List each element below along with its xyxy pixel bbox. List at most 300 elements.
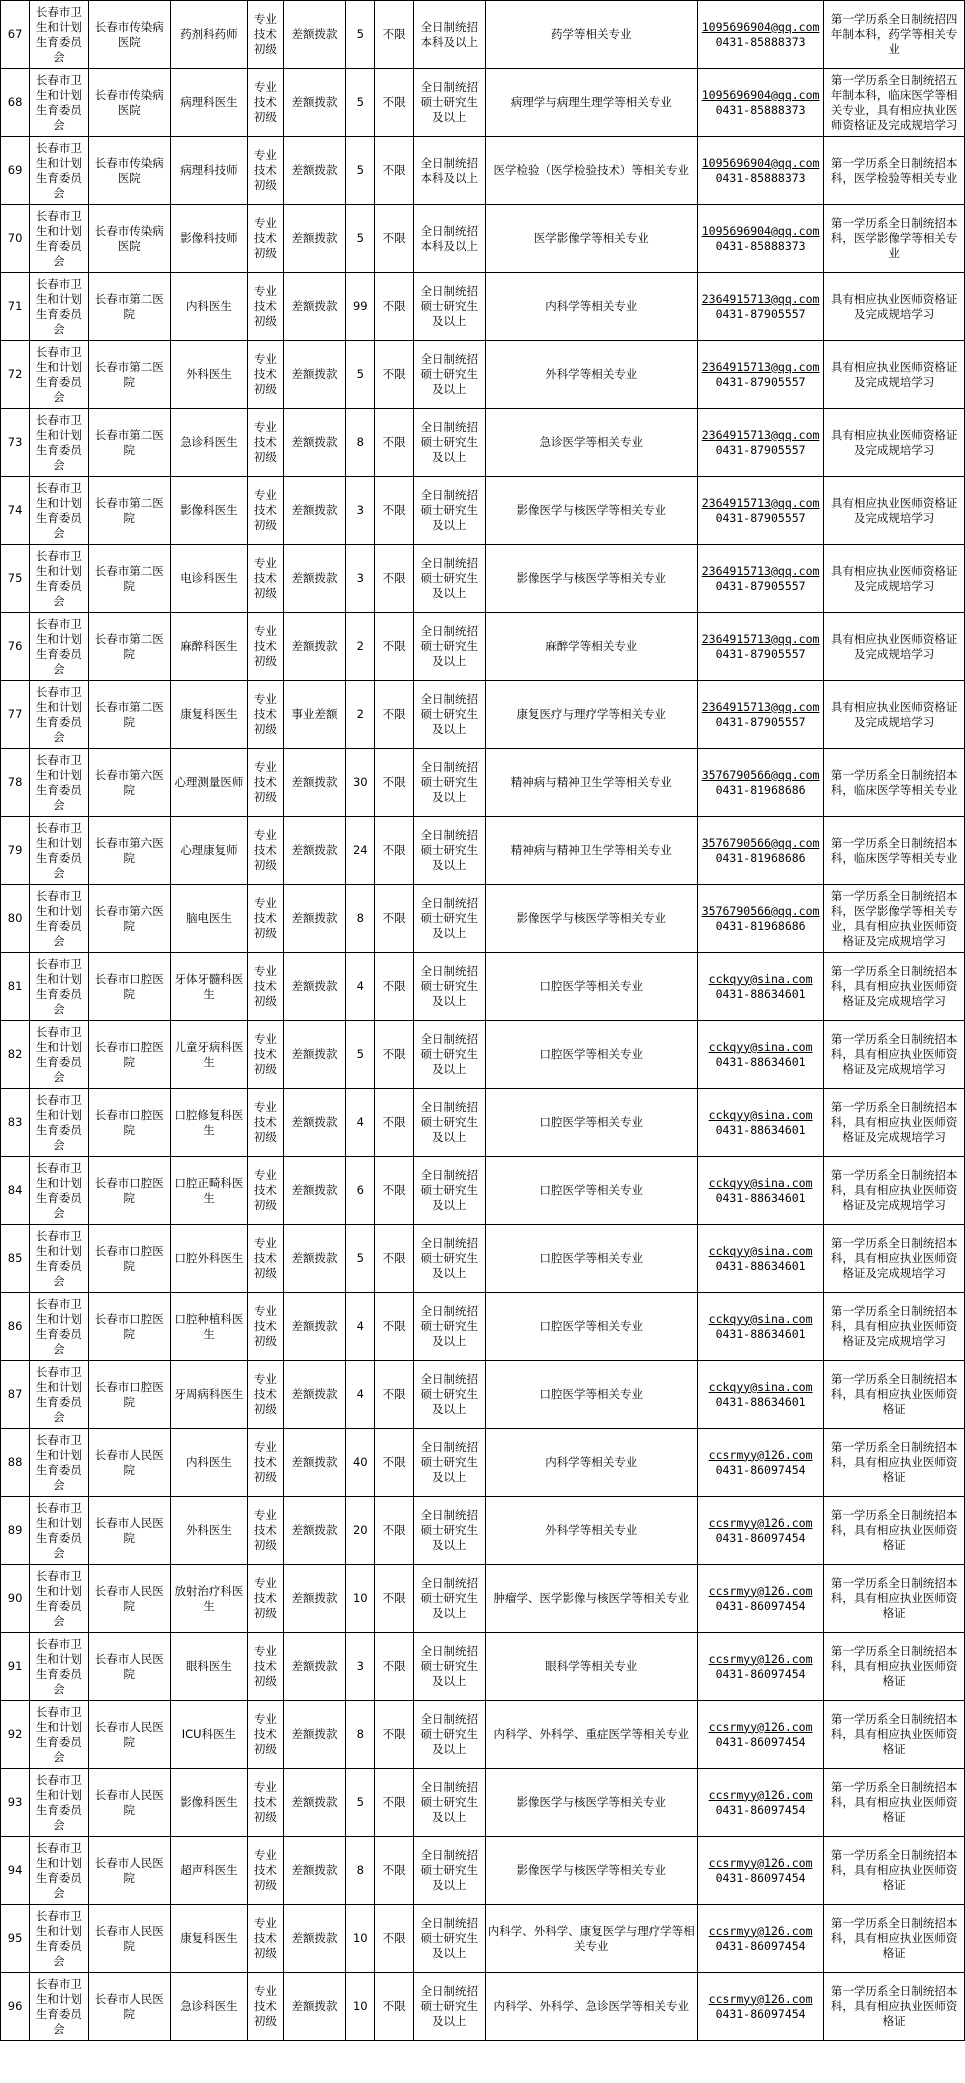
contact-phone: 0431-86097454 xyxy=(715,1462,806,1477)
contact-email-link[interactable]: ccsrmyy@126.com xyxy=(708,1923,813,1938)
department-cell: 长春市卫生和计划生育委员会 xyxy=(30,1837,88,1905)
row-number: 68 xyxy=(1,69,30,137)
hiring-unit-cell: 长春市人民医院 xyxy=(88,1565,170,1633)
funding-type-cell: 差额拨款 xyxy=(283,69,345,137)
position-name-cell: 急诊科医生 xyxy=(170,1973,247,2041)
position-category-cell: 专业技术初级 xyxy=(247,273,283,341)
other-requirements-cell: 具有相应执业医师资格证及完成规培学习 xyxy=(824,341,965,409)
contact-email-link[interactable]: ccsrmyy@126.com xyxy=(708,1991,813,2006)
department-cell: 长春市卫生和计划生育委员会 xyxy=(30,409,88,477)
headcount-cell: 30 xyxy=(346,749,375,817)
education-requirement-cell: 全日制统招硕士研究生及以上 xyxy=(413,1837,485,1905)
table-row xyxy=(1,613,965,681)
department-cell: 长春市卫生和计划生育委员会 xyxy=(30,1973,88,2041)
position-name-cell: 脑电医生 xyxy=(170,885,247,953)
other-requirements-cell: 第一学历系全日制统招本科，具有相应执业医师资格证及完成规培学习 xyxy=(824,1225,965,1293)
position-category-cell: 专业技术初级 xyxy=(247,1497,283,1565)
hiring-unit-cell: 长春市第二医院 xyxy=(88,273,170,341)
contact-phone: 0431-86097454 xyxy=(715,1938,806,1953)
funding-type-cell: 差额拨款 xyxy=(283,409,345,477)
funding-type-cell: 差额拨款 xyxy=(283,1021,345,1089)
row-number: 86 xyxy=(1,1293,30,1361)
education-requirement-cell: 全日制统招硕士研究生及以上 xyxy=(413,1429,485,1497)
contact-email-link[interactable]: 2364915713@qq.com xyxy=(701,359,820,374)
hiring-unit-cell: 长春市第二医院 xyxy=(88,341,170,409)
other-requirements-cell: 第一学历系全日制统招本科，具有相应执业医师资格证 xyxy=(824,1429,965,1497)
position-name-cell: 口腔种植科医生 xyxy=(170,1293,247,1361)
row-number: 83 xyxy=(1,1089,30,1157)
hiring-unit-cell: 长春市口腔医院 xyxy=(88,1157,170,1225)
funding-type-cell: 差额拨款 xyxy=(283,1769,345,1837)
hiring-unit-cell: 长春市人民医院 xyxy=(88,1497,170,1565)
department-cell: 长春市卫生和计划生育委员会 xyxy=(30,273,88,341)
funding-type-cell: 差额拨款 xyxy=(283,1565,345,1633)
other-requirements-cell: 第一学历系全日制统招本科，具有相应执业医师资格证 xyxy=(824,1565,965,1633)
contact-email-link[interactable]: 2364915713@qq.com xyxy=(701,291,820,306)
position-category-cell: 专业技术初级 xyxy=(247,1361,283,1429)
contact-email-link[interactable]: ccsrmyy@126.com xyxy=(708,1515,813,1530)
row-number: 71 xyxy=(1,273,30,341)
contact-cell xyxy=(698,409,824,477)
table-row xyxy=(1,885,965,953)
position-name-cell: 放射治疗科医生 xyxy=(170,1565,247,1633)
headcount-cell: 24 xyxy=(346,817,375,885)
contact-cell xyxy=(698,1293,824,1361)
headcount-cell: 10 xyxy=(346,1905,375,1973)
major-requirement-cell: 眼科学等相关专业 xyxy=(485,1633,697,1701)
contact-email-link[interactable]: 1095696904@qq.com xyxy=(701,223,820,238)
funding-type-cell: 差额拨款 xyxy=(283,137,345,205)
other-requirements-cell: 具有相应执业医师资格证及完成规培学习 xyxy=(824,545,965,613)
contact-phone: 0431-85888373 xyxy=(715,238,806,253)
position-name-cell: 影像科医生 xyxy=(170,1769,247,1837)
table-row xyxy=(1,1,965,69)
position-name-cell: 药剂科药师 xyxy=(170,1,247,69)
contact-phone: 0431-85888373 xyxy=(715,34,806,49)
department-cell: 长春市卫生和计划生育委员会 xyxy=(30,1769,88,1837)
age-requirement-cell: 不限 xyxy=(375,273,414,341)
hiring-unit-cell: 长春市人民医院 xyxy=(88,1769,170,1837)
major-requirement-cell: 精神病与精神卫生学等相关专业 xyxy=(485,817,697,885)
headcount-cell: 5 xyxy=(346,341,375,409)
hiring-unit-cell: 长春市第六医院 xyxy=(88,817,170,885)
position-category-cell: 专业技术初级 xyxy=(247,1429,283,1497)
major-requirement-cell: 口腔医学等相关专业 xyxy=(485,953,697,1021)
hiring-unit-cell: 长春市传染病医院 xyxy=(88,69,170,137)
contact-cell xyxy=(698,545,824,613)
contact-cell xyxy=(698,885,824,953)
row-number: 77 xyxy=(1,681,30,749)
major-requirement-cell: 影像医学与核医学等相关专业 xyxy=(485,545,697,613)
other-requirements-cell: 第一学历系全日制统招本科，具有相应执业医师资格证及完成规培学习 xyxy=(824,1021,965,1089)
contact-cell xyxy=(698,137,824,205)
contact-phone: 0431-88634601 xyxy=(715,1326,806,1341)
contact-email-link[interactable]: 1095696904@qq.com xyxy=(701,155,820,170)
headcount-cell: 4 xyxy=(346,1089,375,1157)
age-requirement-cell: 不限 xyxy=(375,137,414,205)
education-requirement-cell: 全日制统招硕士研究生及以上 xyxy=(413,1633,485,1701)
headcount-cell: 5 xyxy=(346,1225,375,1293)
position-category-cell: 专业技术初级 xyxy=(247,1225,283,1293)
funding-type-cell: 差额拨款 xyxy=(283,205,345,273)
position-name-cell: 急诊科医生 xyxy=(170,409,247,477)
contact-cell xyxy=(698,1429,824,1497)
headcount-cell: 8 xyxy=(346,1701,375,1769)
contact-email-link[interactable]: 2364915713@qq.com xyxy=(701,699,820,714)
headcount-cell: 10 xyxy=(346,1565,375,1633)
table-row xyxy=(1,1837,965,1905)
hiring-unit-cell: 长春市第二医院 xyxy=(88,477,170,545)
funding-type-cell: 差额拨款 xyxy=(283,749,345,817)
table-body xyxy=(1,1,965,2041)
headcount-cell: 3 xyxy=(346,1633,375,1701)
position-name-cell: 牙周病科医生 xyxy=(170,1361,247,1429)
contact-email-link[interactable]: cckqyy@sina.com xyxy=(708,1107,813,1122)
row-number: 69 xyxy=(1,137,30,205)
age-requirement-cell: 不限 xyxy=(375,205,414,273)
contact-email-link[interactable]: cckqyy@sina.com xyxy=(708,1311,813,1326)
contact-cell xyxy=(698,1361,824,1429)
position-category-cell: 专业技术初级 xyxy=(247,1293,283,1361)
education-requirement-cell: 全日制统招硕士研究生及以上 xyxy=(413,409,485,477)
position-name-cell: 口腔外科医生 xyxy=(170,1225,247,1293)
table-row xyxy=(1,137,965,205)
funding-type-cell: 差额拨款 xyxy=(283,273,345,341)
education-requirement-cell: 全日制统招硕士研究生及以上 xyxy=(413,1565,485,1633)
education-requirement-cell: 全日制统招硕士研究生及以上 xyxy=(413,1497,485,1565)
table-row xyxy=(1,681,965,749)
contact-cell xyxy=(698,1905,824,1973)
headcount-cell: 5 xyxy=(346,205,375,273)
major-requirement-cell: 口腔医学等相关专业 xyxy=(485,1225,697,1293)
major-requirement-cell: 口腔医学等相关专业 xyxy=(485,1089,697,1157)
row-number: 91 xyxy=(1,1633,30,1701)
department-cell: 长春市卫生和计划生育委员会 xyxy=(30,953,88,1021)
department-cell: 长春市卫生和计划生育委员会 xyxy=(30,477,88,545)
age-requirement-cell: 不限 xyxy=(375,1,414,69)
contact-email-link[interactable]: 2364915713@qq.com xyxy=(701,563,820,578)
position-name-cell: 牙体牙髓科医生 xyxy=(170,953,247,1021)
major-requirement-cell: 急诊医学等相关专业 xyxy=(485,409,697,477)
department-cell: 长春市卫生和计划生育委员会 xyxy=(30,1225,88,1293)
position-category-cell: 专业技术初级 xyxy=(247,409,283,477)
hiring-unit-cell: 长春市人民医院 xyxy=(88,1973,170,2041)
position-category-cell: 专业技术初级 xyxy=(247,1701,283,1769)
contact-cell xyxy=(698,1497,824,1565)
hiring-unit-cell: 长春市第二医院 xyxy=(88,409,170,477)
table-row xyxy=(1,477,965,545)
contact-cell xyxy=(698,477,824,545)
education-requirement-cell: 全日制统招本科及以上 xyxy=(413,205,485,273)
contact-email-link[interactable]: 1095696904@qq.com xyxy=(701,87,820,102)
funding-type-cell: 差额拨款 xyxy=(283,1429,345,1497)
position-name-cell: 康复科医生 xyxy=(170,681,247,749)
hiring-unit-cell: 长春市第二医院 xyxy=(88,545,170,613)
funding-type-cell: 差额拨款 xyxy=(283,545,345,613)
headcount-cell: 40 xyxy=(346,1429,375,1497)
major-requirement-cell: 药学等相关专业 xyxy=(485,1,697,69)
position-category-cell: 专业技术初级 xyxy=(247,817,283,885)
position-name-cell: 口腔正畸科医生 xyxy=(170,1157,247,1225)
hiring-unit-cell: 长春市口腔医院 xyxy=(88,953,170,1021)
major-requirement-cell: 外科学等相关专业 xyxy=(485,1497,697,1565)
contact-phone: 0431-87905557 xyxy=(715,578,806,593)
other-requirements-cell: 第一学历系全日制统招本科，具有相应执业医师资格证 xyxy=(824,1633,965,1701)
department-cell: 长春市卫生和计划生育委员会 xyxy=(30,613,88,681)
position-category-cell: 专业技术初级 xyxy=(247,613,283,681)
contact-cell xyxy=(698,1565,824,1633)
position-category-cell: 专业技术初级 xyxy=(247,1089,283,1157)
funding-type-cell: 差额拨款 xyxy=(283,477,345,545)
contact-email-link[interactable]: 2364915713@qq.com xyxy=(701,631,820,646)
table-row xyxy=(1,1769,965,1837)
position-name-cell: 眼科医生 xyxy=(170,1633,247,1701)
contact-phone: 0431-86097454 xyxy=(715,1802,806,1817)
table-row xyxy=(1,1633,965,1701)
education-requirement-cell: 全日制统招硕士研究生及以上 xyxy=(413,885,485,953)
department-cell: 长春市卫生和计划生育委员会 xyxy=(30,1021,88,1089)
contact-email-link[interactable]: ccsrmyy@126.com xyxy=(708,1447,813,1462)
headcount-cell: 3 xyxy=(346,477,375,545)
headcount-cell: 8 xyxy=(346,1837,375,1905)
major-requirement-cell: 口腔医学等相关专业 xyxy=(485,1021,697,1089)
major-requirement-cell: 影像医学与核医学等相关专业 xyxy=(485,1837,697,1905)
row-number: 79 xyxy=(1,817,30,885)
headcount-cell: 5 xyxy=(346,137,375,205)
age-requirement-cell: 不限 xyxy=(375,1021,414,1089)
contact-email-link[interactable]: 3576790566@qq.com xyxy=(701,767,820,782)
contact-email-link[interactable]: cckqyy@sina.com xyxy=(708,1039,813,1054)
age-requirement-cell: 不限 xyxy=(375,953,414,1021)
other-requirements-cell: 第一学历系全日制统招本科，临床医学等相关专业 xyxy=(824,749,965,817)
headcount-cell: 5 xyxy=(346,69,375,137)
position-category-cell: 专业技术初级 xyxy=(247,681,283,749)
table-row xyxy=(1,1565,965,1633)
row-number: 72 xyxy=(1,341,30,409)
position-name-cell: 影像科医生 xyxy=(170,477,247,545)
contact-email-link[interactable]: ccsrmyy@126.com xyxy=(708,1719,813,1734)
major-requirement-cell: 病理学与病理生理学等相关专业 xyxy=(485,69,697,137)
hiring-unit-cell: 长春市口腔医院 xyxy=(88,1293,170,1361)
contact-phone: 0431-87905557 xyxy=(715,442,806,457)
other-requirements-cell: 具有相应执业医师资格证及完成规培学习 xyxy=(824,613,965,681)
other-requirements-cell: 第一学历系全日制统招本科，具有相应执业医师资格证及完成规培学习 xyxy=(824,1293,965,1361)
department-cell: 长春市卫生和计划生育委员会 xyxy=(30,1633,88,1701)
funding-type-cell: 差额拨款 xyxy=(283,817,345,885)
age-requirement-cell: 不限 xyxy=(375,545,414,613)
contact-email-link[interactable]: ccsrmyy@126.com xyxy=(708,1855,813,1870)
position-category-cell: 专业技术初级 xyxy=(247,1905,283,1973)
funding-type-cell: 差额拨款 xyxy=(283,885,345,953)
contact-email-link[interactable]: cckqyy@sina.com xyxy=(708,1243,813,1258)
position-name-cell: 病理科技师 xyxy=(170,137,247,205)
contact-cell xyxy=(698,1021,824,1089)
headcount-cell: 8 xyxy=(346,885,375,953)
contact-cell xyxy=(698,1701,824,1769)
row-number: 74 xyxy=(1,477,30,545)
contact-email-link[interactable]: 3576790566@qq.com xyxy=(701,903,820,918)
contact-email-link[interactable]: 1095696904@qq.com xyxy=(701,19,820,34)
position-name-cell: 口腔修复科医生 xyxy=(170,1089,247,1157)
contact-cell xyxy=(698,1973,824,2041)
department-cell: 长春市卫生和计划生育委员会 xyxy=(30,681,88,749)
contact-email-link[interactable]: ccsrmyy@126.com xyxy=(708,1651,813,1666)
contact-cell xyxy=(698,681,824,749)
headcount-cell: 5 xyxy=(346,1021,375,1089)
position-name-cell: 外科医生 xyxy=(170,1497,247,1565)
contact-email-link[interactable]: 3576790566@qq.com xyxy=(701,835,820,850)
department-cell: 长春市卫生和计划生育委员会 xyxy=(30,885,88,953)
hiring-unit-cell: 长春市口腔医院 xyxy=(88,1021,170,1089)
department-cell: 长春市卫生和计划生育委员会 xyxy=(30,1089,88,1157)
position-name-cell: 内科医生 xyxy=(170,1429,247,1497)
contact-email-link[interactable]: cckqyy@sina.com xyxy=(708,971,813,986)
age-requirement-cell: 不限 xyxy=(375,749,414,817)
education-requirement-cell: 全日制统招硕士研究生及以上 xyxy=(413,477,485,545)
headcount-cell: 6 xyxy=(346,1157,375,1225)
position-name-cell: 电诊科医生 xyxy=(170,545,247,613)
department-cell: 长春市卫生和计划生育委员会 xyxy=(30,817,88,885)
headcount-cell: 2 xyxy=(346,613,375,681)
position-name-cell: 病理科医生 xyxy=(170,69,247,137)
education-requirement-cell: 全日制统招硕士研究生及以上 xyxy=(413,69,485,137)
contact-cell xyxy=(698,205,824,273)
headcount-cell: 4 xyxy=(346,953,375,1021)
table-row xyxy=(1,953,965,1021)
headcount-cell: 99 xyxy=(346,273,375,341)
contact-email-link[interactable]: cckqyy@sina.com xyxy=(708,1379,813,1394)
contact-email-link[interactable]: 2364915713@qq.com xyxy=(701,427,820,442)
position-category-cell: 专业技术初级 xyxy=(247,1157,283,1225)
contact-phone: 0431-88634601 xyxy=(715,986,806,1001)
position-name-cell: 心理康复师 xyxy=(170,817,247,885)
headcount-cell: 5 xyxy=(346,1769,375,1837)
contact-phone: 0431-87905557 xyxy=(715,714,806,729)
major-requirement-cell: 麻醉学等相关专业 xyxy=(485,613,697,681)
funding-type-cell: 差额拨款 xyxy=(283,1293,345,1361)
hiring-unit-cell: 长春市人民医院 xyxy=(88,1429,170,1497)
other-requirements-cell: 第一学历系全日制统招本科，具有相应执业医师资格证 xyxy=(824,1497,965,1565)
position-name-cell: 影像科技师 xyxy=(170,205,247,273)
age-requirement-cell: 不限 xyxy=(375,1429,414,1497)
other-requirements-cell: 第一学历系全日制统招本科，具有相应执业医师资格证及完成规培学习 xyxy=(824,1157,965,1225)
age-requirement-cell: 不限 xyxy=(375,1633,414,1701)
funding-type-cell: 差额拨款 xyxy=(283,1,345,69)
other-requirements-cell: 第一学历系全日制统招本科，具有相应执业医师资格证 xyxy=(824,1361,965,1429)
contact-phone: 0431-86097454 xyxy=(715,2006,806,2021)
major-requirement-cell: 内科学、外科学、康复医学与理疗学等相关专业 xyxy=(485,1905,697,1973)
contact-cell xyxy=(698,613,824,681)
table-row xyxy=(1,1701,965,1769)
major-requirement-cell: 肿瘤学、医学影像与核医学等相关专业 xyxy=(485,1565,697,1633)
position-name-cell: 康复科医生 xyxy=(170,1905,247,1973)
row-number: 70 xyxy=(1,205,30,273)
hiring-unit-cell: 长春市第二医院 xyxy=(88,613,170,681)
department-cell: 长春市卫生和计划生育委员会 xyxy=(30,1701,88,1769)
position-name-cell: 超声科医生 xyxy=(170,1837,247,1905)
age-requirement-cell: 不限 xyxy=(375,1565,414,1633)
row-number: 87 xyxy=(1,1361,30,1429)
hiring-unit-cell: 长春市第二医院 xyxy=(88,681,170,749)
major-requirement-cell: 内科学等相关专业 xyxy=(485,1429,697,1497)
row-number: 81 xyxy=(1,953,30,1021)
contact-phone: 0431-86097454 xyxy=(715,1598,806,1613)
contact-cell xyxy=(698,817,824,885)
table-row xyxy=(1,817,965,885)
department-cell: 长春市卫生和计划生育委员会 xyxy=(30,1497,88,1565)
contact-cell xyxy=(698,1837,824,1905)
funding-type-cell: 差额拨款 xyxy=(283,1225,345,1293)
row-number: 96 xyxy=(1,1973,30,2041)
education-requirement-cell: 全日制统招硕士研究生及以上 xyxy=(413,1361,485,1429)
contact-cell xyxy=(698,749,824,817)
hiring-unit-cell: 长春市传染病医院 xyxy=(88,205,170,273)
hiring-unit-cell: 长春市传染病医院 xyxy=(88,1,170,69)
major-requirement-cell: 外科学等相关专业 xyxy=(485,341,697,409)
major-requirement-cell: 影像医学与核医学等相关专业 xyxy=(485,1769,697,1837)
table-row xyxy=(1,1497,965,1565)
major-requirement-cell: 影像医学与核医学等相关专业 xyxy=(485,477,697,545)
education-requirement-cell: 全日制统招硕士研究生及以上 xyxy=(413,1021,485,1089)
row-number: 90 xyxy=(1,1565,30,1633)
position-name-cell: 内科医生 xyxy=(170,273,247,341)
major-requirement-cell: 医学影像学等相关专业 xyxy=(485,205,697,273)
table-row xyxy=(1,341,965,409)
contact-cell xyxy=(698,1225,824,1293)
contact-email-link[interactable]: 2364915713@qq.com xyxy=(701,495,820,510)
department-cell: 长春市卫生和计划生育委员会 xyxy=(30,69,88,137)
contact-phone: 0431-81968686 xyxy=(715,782,806,797)
department-cell: 长春市卫生和计划生育委员会 xyxy=(30,137,88,205)
education-requirement-cell: 全日制统招本科及以上 xyxy=(413,137,485,205)
education-requirement-cell: 全日制统招硕士研究生及以上 xyxy=(413,681,485,749)
contact-email-link[interactable]: ccsrmyy@126.com xyxy=(708,1787,813,1802)
hiring-unit-cell: 长春市口腔医院 xyxy=(88,1089,170,1157)
age-requirement-cell: 不限 xyxy=(375,341,414,409)
contact-email-link[interactable]: ccsrmyy@126.com xyxy=(708,1583,813,1598)
position-category-cell: 专业技术初级 xyxy=(247,885,283,953)
other-requirements-cell: 第一学历系全日制统招本科，临床医学等相关专业 xyxy=(824,817,965,885)
contact-cell xyxy=(698,341,824,409)
age-requirement-cell: 不限 xyxy=(375,1225,414,1293)
position-category-cell: 专业技术初级 xyxy=(247,477,283,545)
hiring-unit-cell: 长春市人民医院 xyxy=(88,1701,170,1769)
education-requirement-cell: 全日制统招硕士研究生及以上 xyxy=(413,953,485,1021)
funding-type-cell: 差额拨款 xyxy=(283,1633,345,1701)
table-row xyxy=(1,749,965,817)
headcount-cell: 4 xyxy=(346,1293,375,1361)
headcount-cell: 20 xyxy=(346,1497,375,1565)
hiring-unit-cell: 长春市人民医院 xyxy=(88,1905,170,1973)
contact-phone: 0431-88634601 xyxy=(715,1258,806,1273)
education-requirement-cell: 全日制统招硕士研究生及以上 xyxy=(413,273,485,341)
education-requirement-cell: 全日制统招硕士研究生及以上 xyxy=(413,1157,485,1225)
major-requirement-cell: 口腔医学等相关专业 xyxy=(485,1361,697,1429)
row-number: 93 xyxy=(1,1769,30,1837)
department-cell: 长春市卫生和计划生育委员会 xyxy=(30,1293,88,1361)
row-number: 67 xyxy=(1,1,30,69)
education-requirement-cell: 全日制统招硕士研究生及以上 xyxy=(413,1089,485,1157)
hiring-unit-cell: 长春市第六医院 xyxy=(88,885,170,953)
department-cell: 长春市卫生和计划生育委员会 xyxy=(30,205,88,273)
position-category-cell: 专业技术初级 xyxy=(247,205,283,273)
contact-email-link[interactable]: cckqyy@sina.com xyxy=(708,1175,813,1190)
department-cell: 长春市卫生和计划生育委员会 xyxy=(30,1361,88,1429)
contact-phone: 0431-87905557 xyxy=(715,306,806,321)
funding-type-cell: 差额拨款 xyxy=(283,341,345,409)
headcount-cell: 2 xyxy=(346,681,375,749)
contact-phone: 0431-87905557 xyxy=(715,646,806,661)
